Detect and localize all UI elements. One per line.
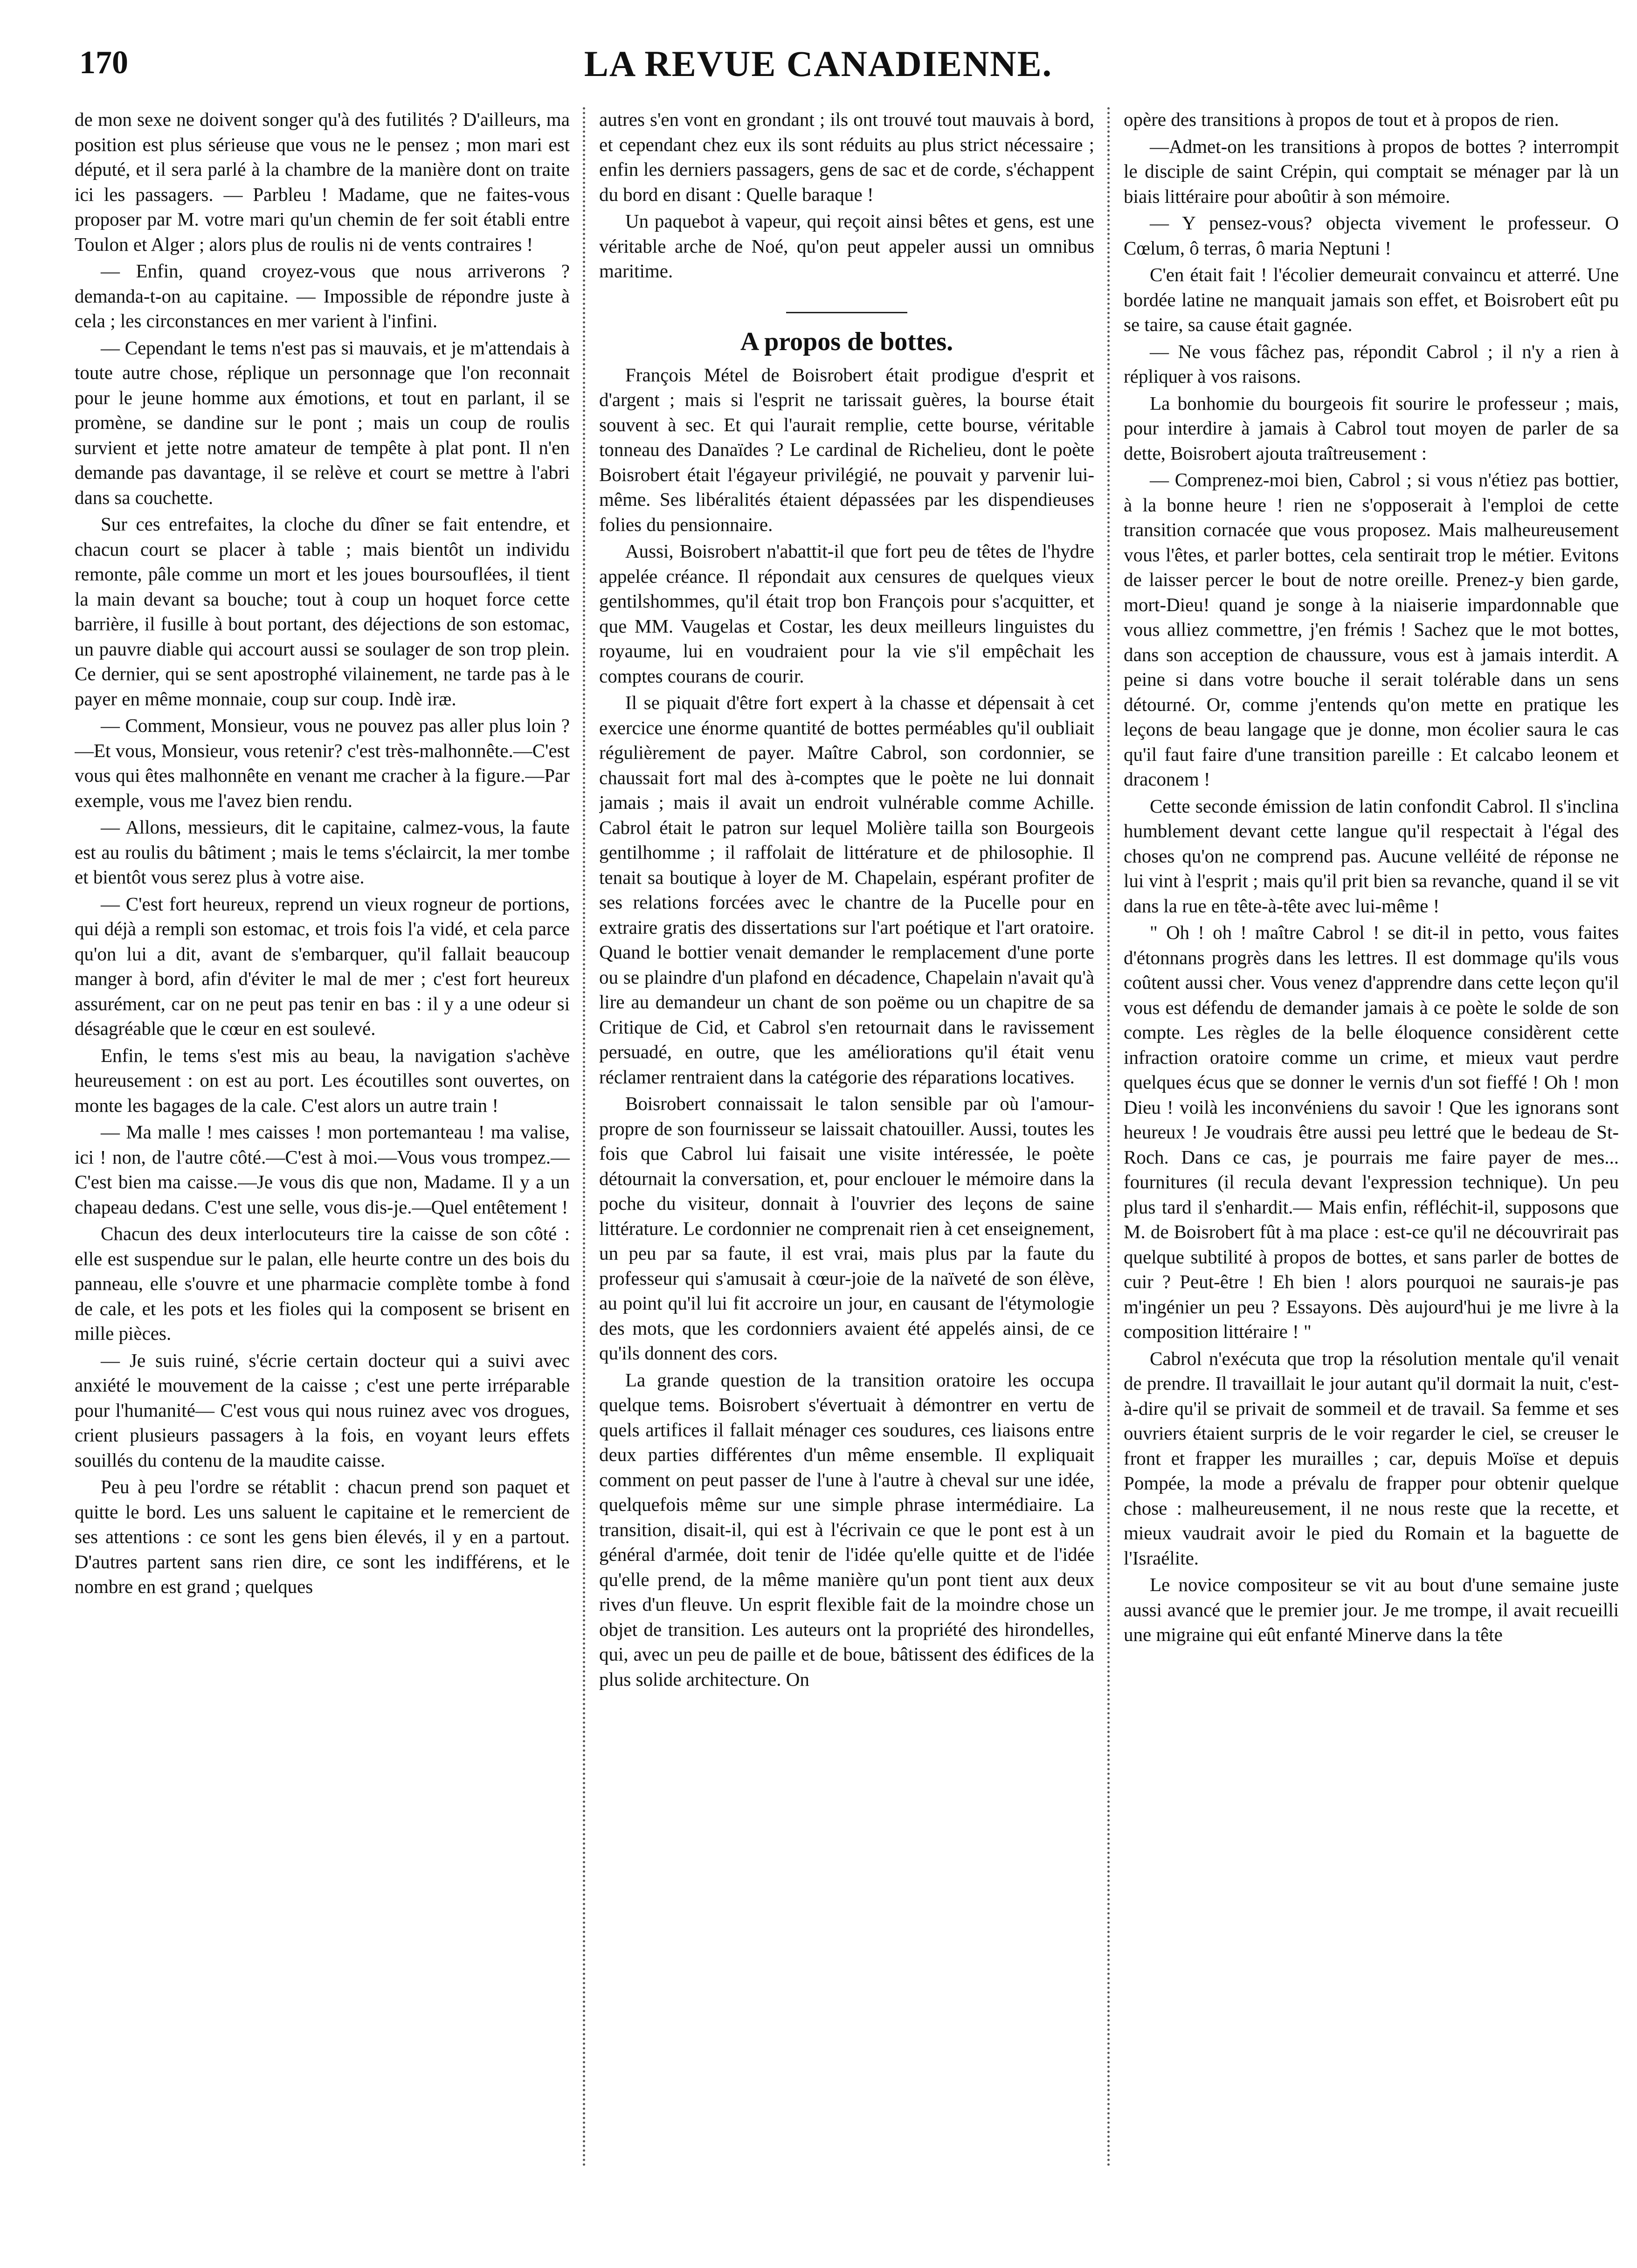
paragraph: —Admet-on les transitions à propos de bottes ? interrompit le disciple de saint Crépin, qui comptait se ménager par là un biais littéraire pour aboûtir à son mémoire. (1124, 135, 1619, 207)
paragraph: — Ne vous fâchez pas, répondit Cabrol ; il n'y a rien à répliquer à vos raisons. (1124, 340, 1619, 387)
paragraph: C'en était fait ! l'écolier demeurait convaincu et atterré. Une bordée latine ne manquait jamais son effet, et Boisrobert eût pu se taire, sa cause était gagnée. (1124, 264, 1619, 335)
paragraph: Boisrobert connaissait le talon sensible par où l'amour-propre de son fournisseur se laissait chatouiller. Aussi, toutes les fois que Cabrol lui faisait une visite intéressée, le poète détournait la conversation, et, pour enclouer le mémoire dans la poche du visiteur, donnait à l'ouvrier des leçons de saine littérature. Le cordonnier ne comprenait rien à cet enseignement, un peu par sa faute, il est vrai, mais plus par la faute du professeur qui s'amusait à cœur-joie de la naïveté de son élève, au point qu'il lui fit accroire un jour, en causant de l'étymologie des mots, que les cordonniers avaient été appelés ainsi, de ce qu'ils donnent des cors. (599, 1093, 1094, 1364)
paragraph: — Ma malle ! mes caisses ! mon portemanteau ! ma valise, ici ! non, de l'autre côté.—C'est à moi.—Vous vous trompez.—C'est bien ma caisse.—Je vous dis que non, Madame. Il y a un chapeau dedans. C'est une selle, vous dis-je.—Quel entêtement ! (75, 1121, 570, 1218)
paragraph: — Enfin, quand croyez-vous que nous arriverons ? demanda-t-on au capitaine. — Impossible de répondre juste à cela ; les circonstances en mer varient à l'infini. (75, 260, 570, 331)
paragraph: — Cependant le tems n'est pas si mauvais, et je m'attendais à toute autre chose, réplique un personnage que l'on reconnait pour le jeune homme aux émotions, et tout en parlant, il se promène, se dandine sur le pont ; mais un coup de roulis survient et jette notre amateur de tempête à plat pont. Il n'en demande pas davantage, il se relève et court se mettre à l'abri dans sa couchette. (75, 337, 570, 508)
paragraph: — Comprenez-moi bien, Cabrol ; si vous n'étiez pas bottier, à la bonne heure ! rien ne s'opposerait à l'emploi de cette transition cornacée que vous proposez. Mais malheureusement vous l'êtes, et parler bottes, cela sentirait trop le métier. Evitons de laisser percer le bout de notre oreille. Prenez-y bien garde, mort-Dieu! quand je songe à la niaiserie impardonnable que vous alliez commettre, j'en frémis ! Sachez que le mot bottes, dans son acception de chaussure, vous est à jamais interdit. A peine si dans votre bouche il serait tolérable dans un sens détourné. Or, comme j'entends qu'on mette en pratique les leçons de beau langage que je donne, mon écolier saura le cas qu'il faut faire d'une transition pareille : Et calcabo leonem et draconem ! (1124, 469, 1619, 790)
text-column-3 (1124, 107, 1619, 2168)
article-title: A propos de bottes. (740, 327, 953, 356)
paragraph: Cette seconde émission de latin confondit Cabrol. Il s'inclina humblement devant cette langue qu'il respectait à l'égal des choses qu'on ne comprend pas. Aucune velléité de réponse ne lui vint à l'esprit ; mais qu'il prit bien sa revanche, quand il se vit dans la rue en tête-à-tête avec lui-même ! (1124, 795, 1619, 917)
paragraph: Sur ces entrefaites, la cloche du dîner se fait entendre, et chacun court se placer à table ; mais bientôt un individu remonte, pâle comme un mort et les joues boursouflées, il tient la main devant sa bouche; tout à coup un hoquet force cette barrière, il fusille à bout portant, des déjections de son estomac, un pauvre diable qui accourt aussi se soulager de son trop plein. Ce dernier, qui se sent apostrophé vilainement, ne tarde pas à le payer en même monnaie, coup sur coup. Indè iræ. (75, 513, 570, 710)
paragraph: — Comment, Monsieur, vous ne pouvez pas aller plus loin ?—Et vous, Monsieur, vous retenir? c'est très-malhonnête.—C'est vous qui êtes malhonnête en venant me cracher à la figure.—Par exemple, vous me l'avez bien rendu. (75, 715, 570, 811)
paragraph: Aussi, Boisrobert n'abattit-il que fort peu de têtes de l'hydre appelée créance. Il répondait aux censures de quelques vieux gentilshommes, qu'il était trop bon François pour s'acquitter, et que MM. Vaugelas et Costar, les deux meilleurs linguistes du royaume, lui en voudraient pour la vie s'il empêchait les comptes courans de courir. (599, 540, 1094, 687)
running-title: LA REVUE CANADIENNE. (584, 43, 1053, 84)
paragraph: opère des transitions à propos de tout et à propos de rien. (1124, 109, 1559, 130)
paragraph: — Allons, messieurs, dit le capitaine, calmez-vous, la faute est au roulis du bâtiment ; mais le tems s'éclaircit, la mer tombe et bientôt vous serez plus à votre aise. (75, 816, 570, 888)
paragraph: Il se piquait d'être fort expert à la chasse et dépensait à cet exercice une énorme quantité de bottes perméables qu'il oubliait régulièrement de payer. Maître Cabrol, son cordonnier, se chaussait fort mal des à-comptes que le poète ne lui donnait jamais ; mais il avait un endroit vulnérable comme Achille. Cabrol était le patron sur lequel Molière tailla son Bourgeois gentilhomme ; il raffolait de littérature et de philosophie. Il tenait sa boutique à loyer de M. Chapelain, espérant profiter de ses relations forcées avec le chantre de la Pucelle pour en extraire gratis des dissertations sur l'art poétique et l'art oratoire. Quand le bottier venait demander le remplacement d'une porte ou se plaindre d'un plafond en décadence, Chapelain n'avait qu'à lire au demandeur un chant de son poëme ou un chapitre de sa Critique de Cid, et Cabrol s'en retournait dans le ravissement persuadé, en outre, que les améliorations qu'il était venu réclamer rentraient dans la catégorie des réparations locatives. (599, 692, 1094, 1088)
paragraph: La bonhomie du bourgeois fit sourire le professeur ; mais, pour interdire à jamais à Cabrol tout moyen de parler de sa dette, Boisrobert ajouta traîtreusement : (1124, 392, 1619, 464)
paragraph: de mon sexe ne doivent songer qu'à des futilités ? D'ailleurs, ma position est plus sérieuse que vous ne le pensez ; mon mari est député, et il sera parlé à la chambre de la manière dont on traite ici les passagers. — Parbleu ! Madame, que ne faites-vous proposer par M. votre mari qu'un chemin de fer soit établi entre Toulon et Alger ; alors plus de roulis ni de vents contraires ! (75, 109, 570, 255)
paragraph: autres s'en vont en grondant ; ils ont trouvé tout mauvais à bord, et cependant chez eux ils sont réduits au plus strict nécessaire ; enfin les derniers passagers, gens de sac et de corde, s'échappent du bord en disant : Quelle baraque ! (599, 109, 1094, 205)
paragraph: Cabrol n'exécuta que trop la résolution mentale qu'il venait de prendre. Il travaillait le jour autant qu'il dormait la nuit, c'est-à-dire qu'il se privait de sommeil et de travail. Sa femme et ses ouvriers étaient surpris de le voir regarder le ciel, se creuser le front et frapper les murailles ; car, depuis Moïse et depuis Pompée, la mode a prévalu de frapper pour obtenir quelque chose : malheureusement, il ne nous reste que la recette, et mieux vaudrait avoir le pied du Romain et la baguette de l'Israélite. (1124, 1347, 1619, 1569)
paragraph: " Oh ! oh ! maître Cabrol ! se dit-il in petto, vous faites d'étonnans progrès dans les lettres. Il est dommage qu'ils vous coûtent aussi cher. Vous venez d'apprendre dans cette leçon qu'il vous est défendu de demander jamais à ce poète le solde de son compte. Les règles de la belle éloquence considèrent cette infraction oratoire comme un crime, et mieux vaut perdre quelques écus que se donner le vernis d'un sot fieffé ! Oh ! mon Dieu ! voilà les inconvéniens du savoir ! Que les ignorans sont heureux ! Je voudrais être aussi peu lettré que le bedeau de St-Roch. Dans ce cas, je pourrais me faire payer de mes... fournitures (il recula devant l'expression technique). Un peu plus tard il s'enhardit.— Mais enfin, réfléchit-il, supposons que M. de Boisrobert fût à ma place : est-ce qu'il ne découvrirait pas quelque subtilité à propos de bottes, et sans parler de bottes de cuir ? Peut-être ! Eh bien ! alors pourquoi ne saurais-je pas m'ingénier un peu ? Essayons. Dès aujourd'hui je me livre à la composition littéraire ! " (1124, 922, 1619, 1342)
page-number: 170 (79, 45, 128, 81)
paragraph: Le novice compositeur se vit au bout d'une semaine juste aussi avancé que le premier jour. Je me trompe, il avait recueilli une migraine qui eût enfanté Minerve dans la tête (1124, 1574, 1619, 1645)
separator-line (786, 312, 907, 313)
column-divider (583, 107, 585, 2168)
paragraph: — Je suis ruiné, s'écrie certain docteur qui a suivi avec anxiété le mouvement de la caisse ; c'est une perte irréparable pour l'humanité— C'est vous qui nous ruinez avec vos drogues, crient plusieurs passagers à la fois, en voyant leurs effets souillés du contenu de la maudite caisse. (75, 1349, 570, 1471)
page-header (0, 0, 1637, 100)
text-column-2 (599, 107, 1094, 2168)
paragraph: François Métel de Boisrobert était prodigue d'esprit et d'argent ; mais si l'esprit ne tarissait guères, la bourse était souvent à sec. Et qui l'aurait remplie, cette bourse, véritable tonneau des Danaïdes ? Le cardinal de Richelieu, dont le poète Boisrobert était l'égayeur privilégié, ne pouvait y parvenir lui-même. Ses libéralités étaient dépassées par les dispendieuses folies du pensionnaire. (599, 364, 1094, 535)
paragraph: Un paquebot à vapeur, qui reçoit ainsi bêtes et gens, est une véritable arche de Noé, qu'on peut appeler aussi un omnibus maritime. (599, 210, 1094, 282)
paragraph: Chacun des deux interlocuteurs tire la caisse de son côté : elle est suspendue sur le palan, elle heurte contre un des bois du panneau, elle s'ouvre et une pharmacie complète tombe à fond de cale, et les pots et les fioles qui la composent se brisent en mille pièces. (75, 1223, 570, 1344)
paragraph: La grande question de la transition oratoire les occupa quelque tems. Boisrobert s'évertuait à démontrer en vertu de quels artifices il fallait ménager ces soudures, ces liaisons entre deux parties différentes d'un même ensemble. Il expliquait comment on peut passer de l'une à l'autre à cheval sur une idée, quelquefois même sur une simple phrase intermédiaire. La transition, disait-il, qui est à l'écrivain ce que le pont est à un général d'armée, doit tenir de l'idée qu'elle quitte et de l'idée qu'elle prend, de la même manière qu'un pont tient aux deux rives d'un fleuve. Un esprit flexible fait de la moindre chose un objet de transition. Les auteurs ont la propriété des hirondelles, qui, avec un peu de paille et de boue, bâtissent des édifices de la plus solide architecture. On (599, 1369, 1094, 1690)
paragraph: — Y pensez-vous? objecta vivement le professeur. O Cœlum, ô terras, ô maria Neptuni ! (1124, 212, 1619, 259)
column-divider (1107, 107, 1110, 2168)
paragraph: — C'est fort heureux, reprend un vieux rogneur de portions, qui déjà a rempli son estomac, et trois fois l'a vidé, et cela parce qu'on lui a dit, avant de s'embarquer, qu'il fallait beaucoup manger à bord, afin d'éviter le mal de mer ; c'est fort heureux assurément, car on ne peut pas tenir en bas : il y a une odeur si désagréable que le cœur en est soulevé. (75, 893, 570, 1039)
paragraph: Enfin, le tems s'est mis au beau, la navigation s'achève heureusement : on est au port. Les écoutilles sont ouvertes, on monte les bagages de la cale. C'est alors un autre train ! (75, 1044, 570, 1116)
text-column-1 (75, 107, 570, 2168)
paragraph: Peu à peu l'ordre se rétablit : chacun prend son paquet et quitte le bord. Les uns saluent le capitaine et le remercient de ses attentions : ce sont les gens bien élevés, il y en a partout. D'autres partent sans rien dire, ce sont les indifférens, et le nombre en est grand ; quelques (75, 1476, 570, 1597)
